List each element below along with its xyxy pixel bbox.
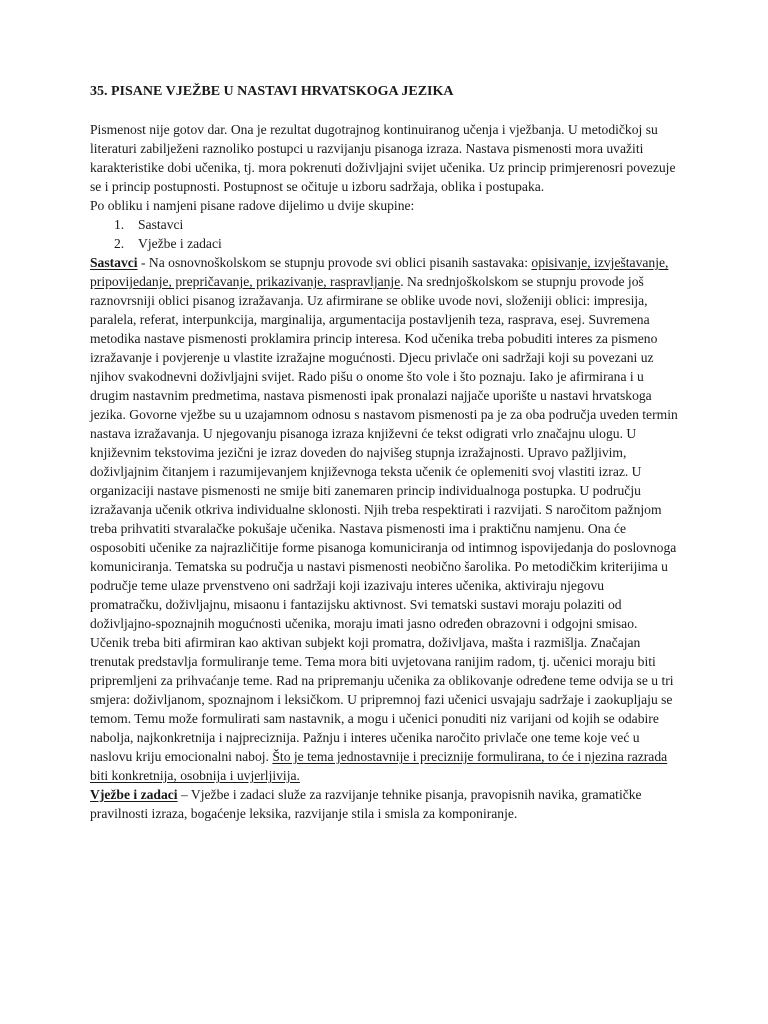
sastavci-lead: - Na osnovnoškolskom se stupnju provode svi oblici pisanih sastavaka: (137, 255, 532, 270)
sastavci-forms: opisivanje, izvještavanje, pripovijedanje, prepričavanje, prikazivanje, raspravljanje (90, 255, 669, 289)
division-line: Po obliku i namjeni pisane radove dijelimo u dvije skupine: (90, 198, 415, 213)
vjezbe-heading: Vježbe i zadaci (90, 787, 178, 802)
vjezbe-paragraph (90, 785, 678, 823)
list-item (90, 234, 678, 253)
vjezbe-body: – Vježbe i zadaci služe za razvijanje tehnike pisanja, pravopisnih navika, gramatičke pravilnosti izraza, bogaćenje leksika, razvijanje stila i smisla za komponiranje. (90, 787, 642, 821)
document-title: 35. PISANE VJEŽBE U NASTAVI HRVATSKOGA JEZIKA (90, 84, 454, 99)
group-list (90, 215, 678, 253)
list-item-label: Sastavci (138, 217, 184, 232)
sastavci-closing: Što je tema jednostavnije i preciznije formulirana, to će i njezina razrada biti konkretnija, osobnija i uvjerljivija. (90, 749, 668, 783)
intro-section (90, 120, 678, 215)
list-item-label: Vježbe i zadaci (138, 236, 222, 251)
sastavci-paragraph (90, 253, 678, 785)
list-item-number: 2. (114, 236, 125, 251)
sastavci-heading: Sastavci (90, 255, 138, 270)
list-item-number: 1. (114, 217, 125, 232)
document-page (90, 82, 678, 823)
list-item (90, 215, 678, 234)
vjezbe-section (90, 785, 678, 823)
sastavci-body: . Na srednjoškolskom se stupnju provode još raznovrsniji oblici pisanog izražavanja. Uz afirmirane se oblike uvode novi, složeniji oblici: impresija, paralela, referat, interpunkcija, marginalija, argumentacija postavljenih teza, rasprava, esej. Suvremena metodika nastave pismenosti proklamira princip interesa. Kod učenika treba pobuditi interes za pismeno izražavanje i povjerenje u vlastite izražajne mogućnosti. Djecu privlače oni sadržaji koji su povezani uz njihov svakodnevni doživljajni svijet. Rado pišu o onome što vole i što poznaju. Iako je afirmirana i u drugim nastavnim predmetima, nastava pismenosti ipak pronalazi najjače uporište u nastavi hrvatskoga jezika. Govorne vježbe su u uzajamnom odnosu s nastavom pismenosti pa je za oba područja uveden termin nastava izražavanja. U njegovanju pisanoga izraza književni će tekst odigrati vrlo značajnu ulogu. U književnim tekstovima jezični je izraz doveden do najvišeg stupnja izražajnosti. Upravo pažljivim, doživljajnim čitanjem i razumijevanjem književnoga teksta učenik će oplemeniti svoj vlastiti izraz. U organizaciji nastave pismenosti ne smije biti zanemaren princip individualnoga postupka. U području izražavanja učenik otkriva individualne sklonosti. Njih treba respektirati i razvijati. S naročitom pažnjom treba prihvatiti stvaralačke pokušaje učenika. Nastava pismenosti ima i praktičnu namjenu. Ona će osposobiti učenike za najrazličitije forme pisanoga komuniciranja od intimnog ispovijedanja do poslovnoga komuniciranja. Tematska su područja u nastavi pismenosti neobično šarolika. Po metodičkim kriterijima u područje teme ulaze prvenstveno oni sadržaji koji izazivaju interes učenika, aktiviraju njegovu promatračku, doživljajnu, misaonu i fantazijsku aktivnost. Svi tematski sustavi moraju polaziti od doživljajno-spoznajnih mogućnosti učenika, moraju imati jasno određen obrazovni i odgojni smisao. Učenik treba biti afirmiran kao aktivan subjekt koji promatra, doživljava, mašta i razmišlja. Značajan trenutak predstavlja formuliranje teme. Tema mora biti uvjetovana ranijim radom, tj. učenici moraju biti pripremljeni za prihvaćanje teme. Rad na pripremanju učenika za oblikovanje određene teme odvija se u tri smjera: doživljanom, spoznajnom i leksičkom. U pripremnoj fazi učenici usvajaju sadržaje i zaokupljaju se temom. Temu može formulirati sam nastavnik, a mogu i učenici ponuditi niz varijani od kojih se odabire nabolja, najkonkretnija i najpreciznija. Pažnju i interes učenika naročito privlače one teme koje već u naslovu kriju emocionalni naboj. (90, 274, 678, 764)
sastavci-section (90, 253, 678, 785)
intro-paragraph: Pismenost nije gotov dar. Ona je rezultat dugotrajnog kontinuiranog učenja i vježbanja. U metodičkoj su literaturi zabilježeni raznoliko postupci u razvijanju pisanoga izraza. Nastava pismenosti mora uvažiti karakteristike dobi učenika, tj. mora pokrenuti doživljajni svijet učenika. Uz princip primjerenosri povezuje se i princip postupnosti. Postupnost se očituje u izboru sadržaja, oblika i postupaka. (90, 122, 676, 194)
